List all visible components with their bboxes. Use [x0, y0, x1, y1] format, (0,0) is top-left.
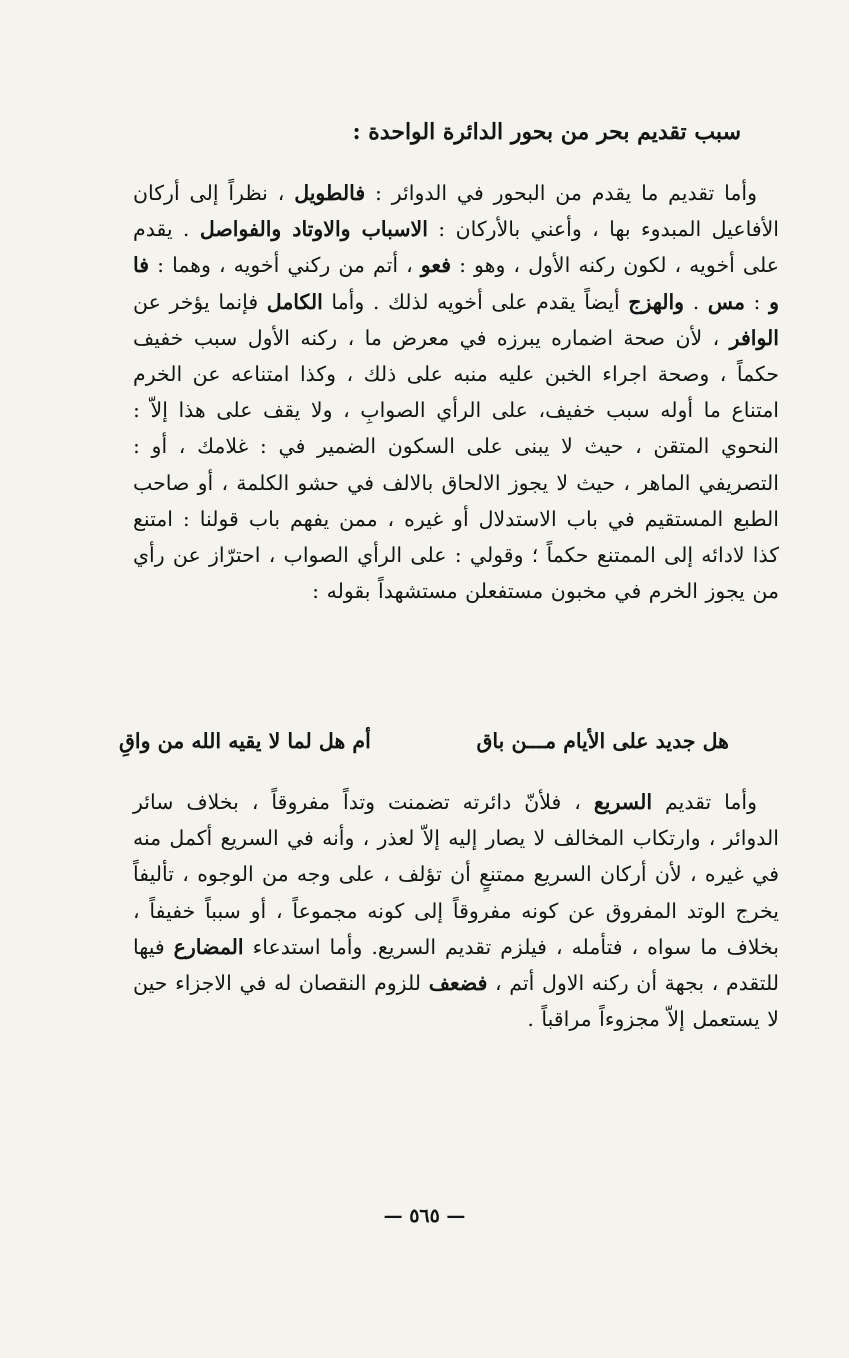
p1-term: فعو — [420, 253, 452, 278]
poetry-verse — [119, 724, 729, 758]
p1-seg: . يقدم على أخويه ، لكون ركنه الأول ، وهو : — [133, 217, 779, 278]
p1-term: الوافر — [729, 325, 779, 350]
p2-seg: للزوم النقصان له في الاجزاء حين لا يستعمل إلاّ مجزوءاً مراقباً . — [133, 971, 779, 1032]
p1-seg: ، لأن صحة اضماره يبرزه في معرض ما ، ركنه الأول سبب خفيف حكماً ، وصحة اجراء الخبن عليه منبه على ذلك ، وكذا امتناعه عن الخرم امتناع ما أوله سبب خفيف، على الرأي الصوابِ ، ولا يقف على هذا إلاّ : النحوي المتقن ، حيث لا يبنى على السكون الضمير في : غلامك ، أو : التصريفي الماهر ، حيث لا يجوز الالحاق بالالف في حشو الكلمة ، أو صاحب الطبع المستقيم في باب الاستدلال أو غيره ، ممن يفهم باب قولنا : امتنع كذا لادائه إلى الممتنع حكماً ؛ وقولي : على الرأي الصواب ، احترّاز عن رأي من يجوز الخرم في مخبون مستفعلن مستشهداً بقوله : — [133, 325, 779, 604]
p1-seg: أيضاً يقدم على أخويه لذلك . وأما — [322, 289, 629, 314]
p1-seg: فإنما يؤخر عن — [133, 289, 267, 314]
verse-first-hemistich: هل جديد على الأيام مـــن باق — [476, 729, 729, 753]
p2-seg: فيها للتقدم ، بجهة أن ركنه الاول أتم ، — [133, 934, 779, 996]
section-heading: سبب تقديم بحر من بحور الدائرة الواحدة : — [352, 119, 741, 145]
p1-seg: : — [744, 289, 770, 314]
p1-seg: . — [684, 289, 708, 314]
p2-seg: ، فلأنّ دائرته تضمنت وتداً مفروقاً ، بخلاف سائر الدوائر ، وارتكاب المخالف لا يصار إليه إلاّ لعذر ، وأنه في السريع أكمل منه في غيره ، لأن أركان السريع ممتنعٍ أن تؤلف ، على وجه من الوجوه ، تأليفاً يخرج الوتد المفروق عن كونه مفروقاً إلى كونه مجموعاً ، أو سبباً خفيفاً ، بخلاف ما سواه ، فتأمله ، فيلزم تقديم السريع. وأما استدعاء — [133, 790, 779, 959]
p1-term: فالطويل — [294, 181, 366, 205]
paragraph-2 — [133, 784, 779, 1037]
verse-second-hemistich: أم هل لما لا يقيه الله من واقِ — [119, 729, 371, 753]
paragraph-1 — [133, 175, 779, 609]
p1-term: الاسباب والاوتاد والفواصل — [199, 217, 428, 242]
p1-seg: ، أتم من ركني أخويه ، وهما : — [149, 253, 421, 278]
p2-term: المضارع — [173, 934, 244, 959]
p1-seg: وأما تقديم ما يقدم من البحور في الدوائر : — [365, 181, 758, 205]
p1-term: مس — [707, 289, 745, 314]
p1-term: فا و — [133, 253, 779, 314]
page-number: — ٥٦٥ — — [383, 1205, 466, 1227]
p1-term: الكامل — [266, 289, 323, 314]
p1-seg: ، نظراً إلى أركان الأفاعيل المبدوء بها ، وأعني بالأركان : — [133, 181, 780, 242]
p2-term: فضعف — [428, 971, 488, 996]
p2-seg: وأما تقديم — [652, 790, 757, 814]
p1-term: والهزج — [628, 289, 685, 314]
p2-term: السريع — [593, 790, 653, 814]
